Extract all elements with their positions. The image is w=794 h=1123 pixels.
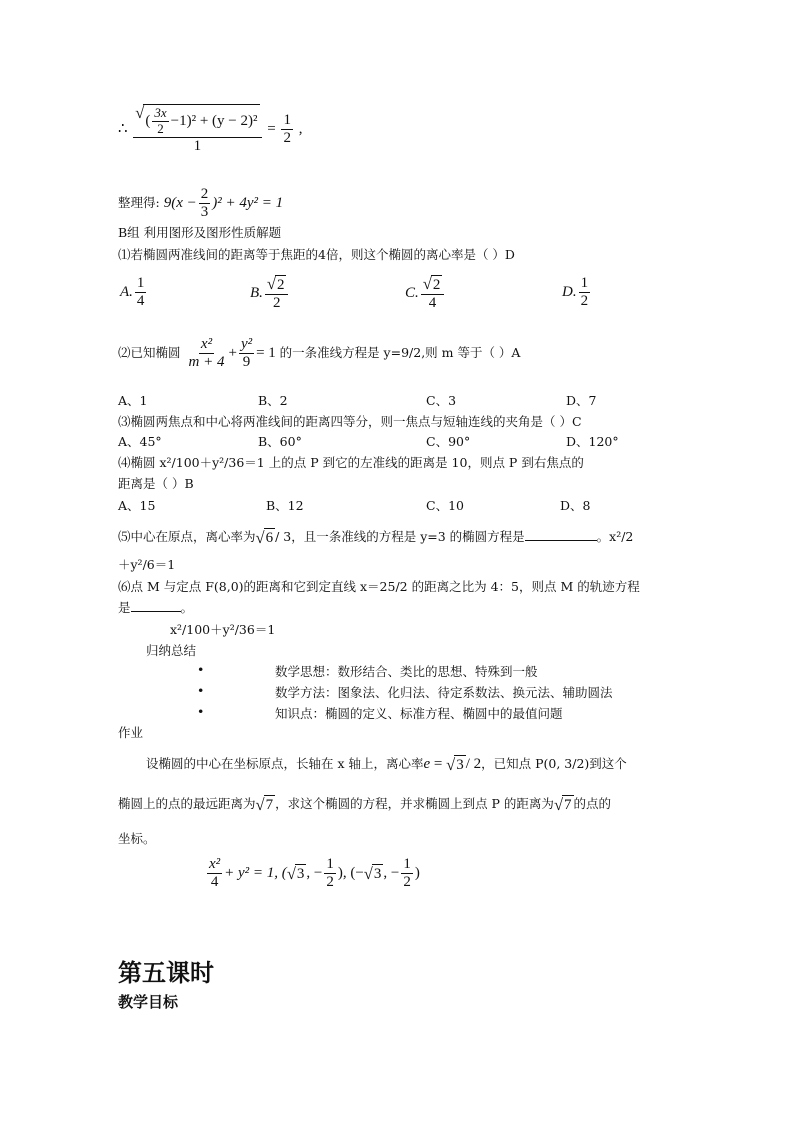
q2-stem: ⑵已知椭圆 $\frac{\text{x²}}{m + 4}$ + $\frac{\text{y²}}{9}$ = 1 的一条准线方程是 y=9/2,则 m 等于（ ）A [118,336,521,371]
derivation-equation: ∴ √ ( $\frac{3x}{2}$ −1)² + (y − 2)² 1 = $\frac{1}{2}$ , [118,103,303,154]
q6-stem-line1: ⑹点 M 与定点 F(8,0)的距离和它到定直线 x＝25/2 的距离之比为 4：5，则点 M 的轨迹方程 [118,579,640,594]
result-equation: 9(x − $\frac{2}{3}$ )² + 4y² = 1 [163,186,284,221]
q6-stem-line2: 是 。 [118,600,194,615]
homework-title: 作业 [118,725,144,740]
q5-stem-line1: ⑸中心在原点，离心率为 √ 6 / 3，且一条准线的方程是 y=3 的椭圆方程是 。x²/2 [118,527,634,547]
homework-line1: 设椭圆的中心在坐标原点，长轴在 x 轴上，离心率e = √ 3 / 2，已知点 P(0, 3/2)到这个 [146,754,627,774]
homework-answer: $\frac{\text{x²}}{4}$ + y² = 1, ( √ 3 , − $\frac{1}{2}$ ), (− √ 3 , − $\frac{1}{2}$ ) [209,856,420,891]
result-label: 整理得: [118,195,160,211]
q5-stem-line2: ＋y²/6＝1 [118,557,176,572]
distance-ratio-fraction: √ ( $\frac{3x}{2}$ −1)² + (y − 2)² 1 [133,104,261,155]
q1-option-b: B. √ 2 2 [250,275,290,313]
q3-option-d: D、120° [566,434,619,449]
q6-answer: x²/100＋y²/36＝1 [170,622,276,637]
q2-option-c: C、3 [426,393,457,408]
result-line [118,186,283,222]
bullet-icon: • [197,683,205,698]
objectives-title: 教学目标 [118,993,179,1011]
q5-answer-blank [525,528,597,541]
q2-option-a: A、1 [118,393,148,408]
q3-stem: ⑶椭圆两焦点和中心将两准线间的距离四等分，则一焦点与短轴连线的夹角是（ ）C [118,414,582,429]
q1-option-c: C. √ 2 4 [405,275,446,313]
q3-option-b: B、60° [258,434,302,449]
q1-option-d: D. $\frac{1}{2}$ [562,275,589,310]
summary-item-methods: • 数学方法：图象法、化归法、待定系数法、换元法、辅助圆法 [197,683,613,700]
q4-stem-line2: 距离是（ ）B [118,476,194,491]
therefore-symbol: ∴ [118,121,128,137]
summary-item-knowledge: • 知识点：椭圆的定义、标准方程、椭圆中的最值问题 [197,704,563,721]
homework-line2: 椭圆上的点的最远距离为 √ 7 ，求这个椭圆的方程，并求椭圆上到点 P 的距离为 √ 7 的点的 [118,794,612,814]
distance-sqrt: √ ( $\frac{3x}{2}$ −1)² + (y − 2)² [135,103,258,136]
homework-line3: 坐标。 [118,831,156,846]
summary-title: 归纳总结 [146,643,197,658]
bullet-icon: • [197,662,205,677]
q4-option-a: A、15 [118,498,156,513]
q3-option-c: C、90° [426,434,471,449]
bullet-icon: • [197,704,205,719]
group-b-title: B组 利用图形及图形性质解题 [118,225,282,240]
q2-option-d: D、7 [566,393,597,408]
q6-answer-blank [131,599,181,612]
q4-option-d: D、8 [560,498,591,513]
lesson-title: 第五课时 [118,959,214,987]
q4-stem-line1: ⑷椭圆 x²/100＋y²/36＝1 上的点 P 到它的左准线的距离是 10，则点 P 到右焦点的 [118,455,584,470]
q1-option-a: A. $\frac{1}{4}$ [120,275,145,310]
q4-option-b: B、12 [266,498,304,513]
summary-item-thinking: • 数学思想：数形结合、类比的思想、特殊到一般 [197,662,538,679]
q1-stem: ⑴若椭圆两准线间的距离等于焦距的4倍，则这个椭圆的离心率是（ ）D [118,247,515,262]
q4-option-c: C、10 [426,498,464,513]
q2-option-b: B、2 [258,393,288,408]
half-fraction: $\frac{1}{2}$ [283,111,291,147]
q3-option-a: A、45° [118,434,162,449]
